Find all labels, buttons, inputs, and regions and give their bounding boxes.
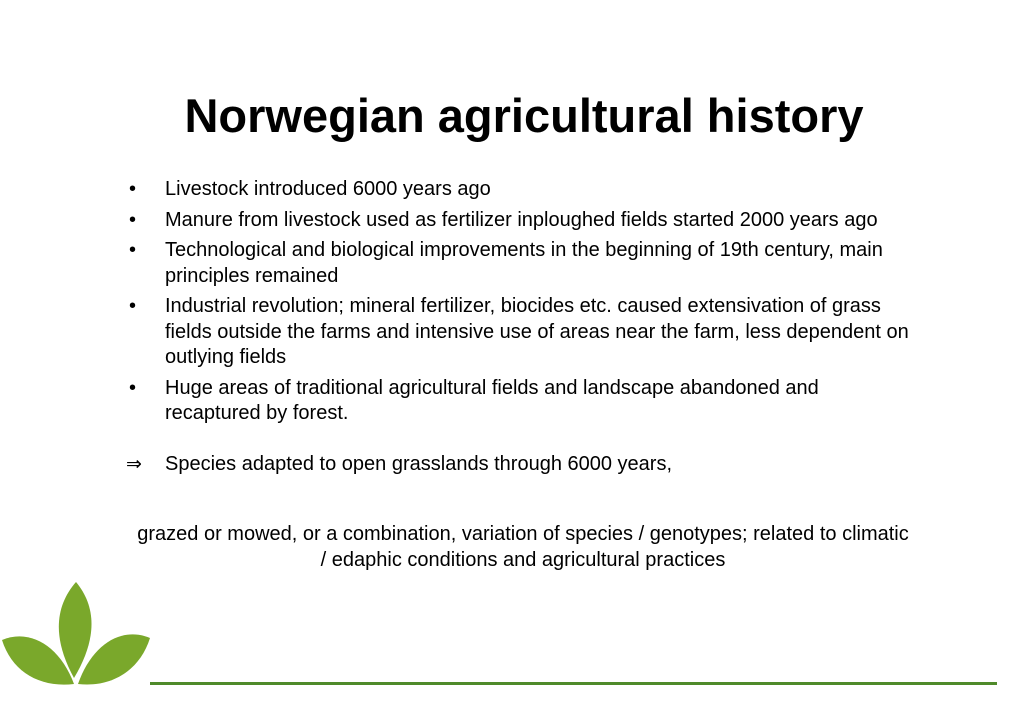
- bullet-list: [126, 177, 916, 482]
- bullet-text: Manure from livestock used as fertilizer inploughed fields started 2000 years ago: [165, 208, 878, 231]
- bullet-text: Industrial revolution; mineral fertilizer, biocides etc. caused extensivation of grass fields outside the farms and intensive use of areas near the farm, less dependent on outlying fields: [165, 295, 909, 368]
- bullet-text: Huge areas of traditional agricultural fields and landscape abandoned and recaptured by forest.: [165, 376, 819, 424]
- bullet-dot: •: [129, 178, 137, 200]
- implies-arrow-icon: ⇒: [126, 452, 142, 475]
- bullet-item: [126, 177, 916, 203]
- bullet-dot: •: [129, 208, 137, 231]
- bullet-item: [126, 376, 916, 427]
- conclusion-item: [126, 452, 916, 478]
- footer-divider: [150, 682, 997, 685]
- bullet-text: Technological and biological improvements in the beginning of 19th century, main principles remained: [165, 239, 883, 287]
- bullet-item: [126, 294, 916, 371]
- bullet-dot: •: [129, 239, 137, 261]
- bullet-item: [126, 238, 916, 289]
- conclusion-detail: grazed or mowed, or a combination, variation of species / genotypes; related to climatic / edaphic conditions and agricultural practices: [137, 523, 909, 571]
- leaf-logo-icon: [0, 578, 152, 690]
- slide-title: Norwegian agricultural history: [184, 89, 864, 142]
- bullet-dot: •: [129, 295, 137, 317]
- bullet-dot: •: [129, 376, 137, 399]
- conclusion-detail-block: [126, 522, 916, 573]
- bullet-item: [126, 208, 916, 234]
- conclusion-text: Species adapted to open grasslands through 6000 years,: [165, 452, 673, 475]
- bullet-text: Livestock introduced 6000 years ago: [165, 178, 491, 200]
